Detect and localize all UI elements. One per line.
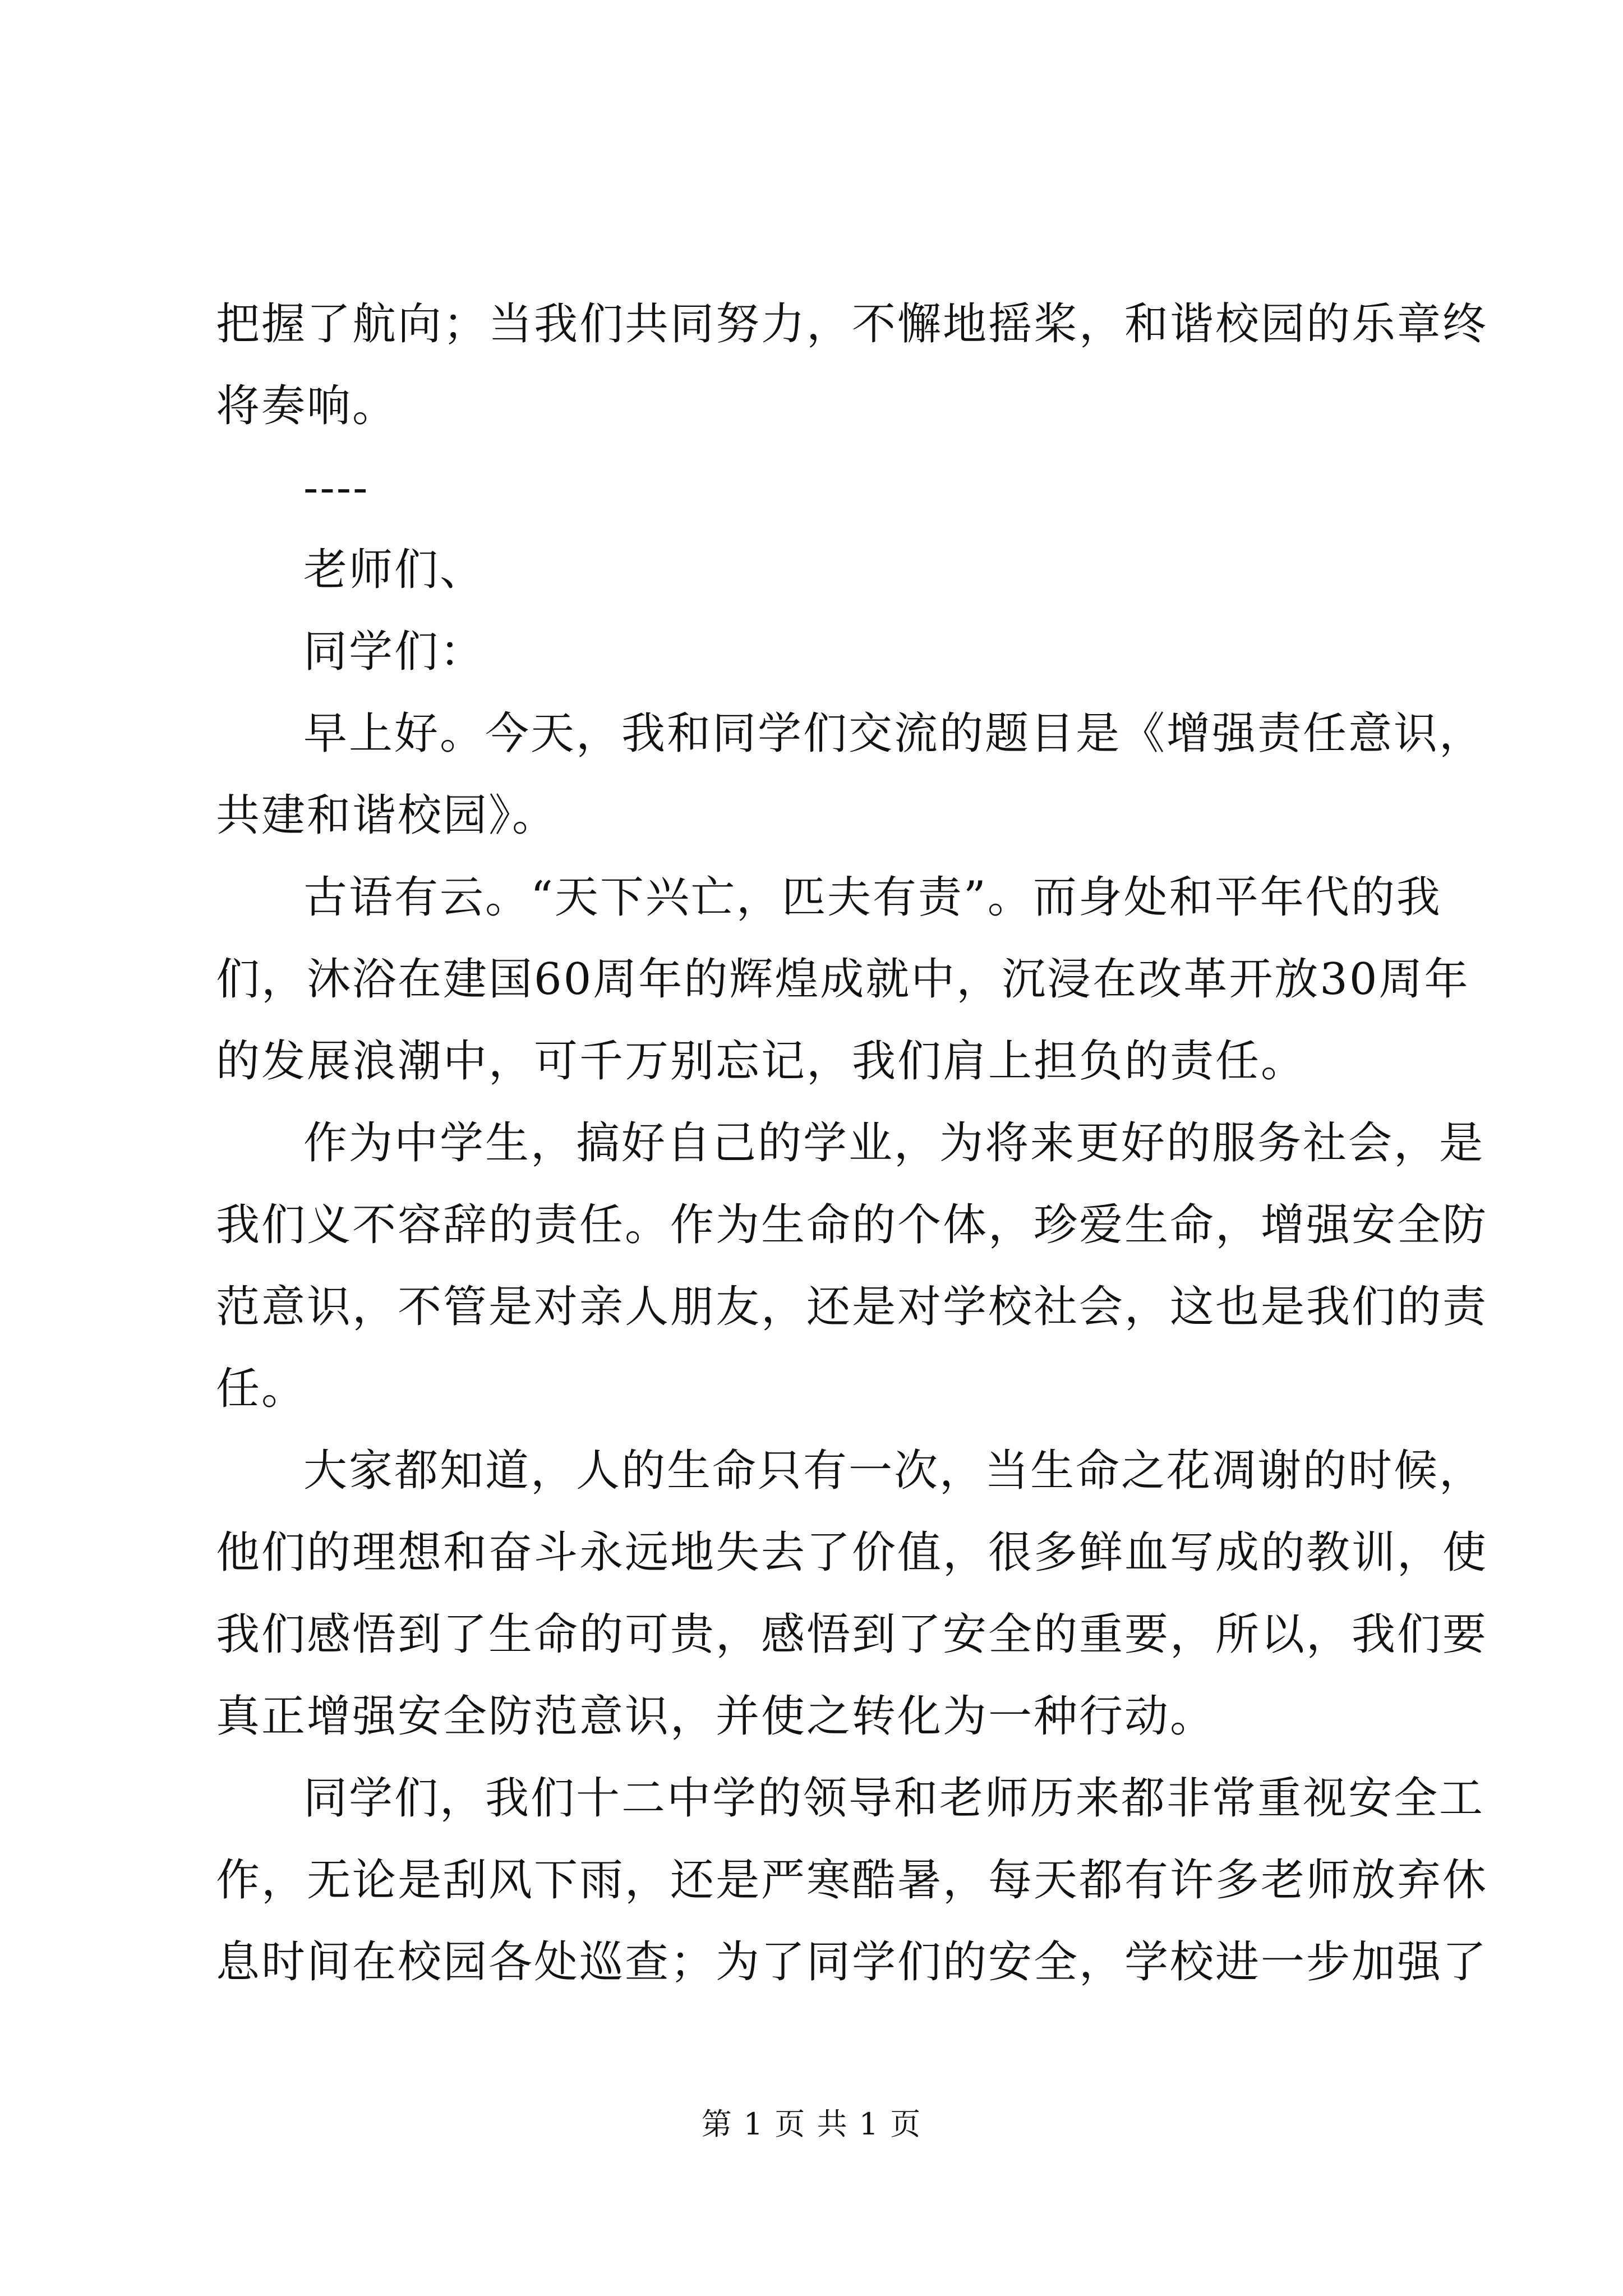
text-line: 大家都知道，人的生命只有一次，当生命之花凋谢的时候， xyxy=(303,1446,1485,1496)
text-line: 作，无论是刮风下雨，还是严寒酷暑，每天都有许多老师放弃休 xyxy=(216,1855,1488,1906)
text-line: 古语有云。“天下兴亡，匹夫有责”。而身处和平年代的我 xyxy=(303,872,1442,923)
text-line: 任。 xyxy=(216,1364,307,1414)
text-line: 我们感悟到了生命的可贵，感悟到了安全的重要，所以，我们要 xyxy=(216,1609,1488,1660)
document-body xyxy=(216,283,1488,2003)
text-line: 我们义不容辞的责任。作为生命的个体，珍爱生命，增强安全防 xyxy=(216,1200,1488,1250)
page-footer: 第 1 页 共 1 页 xyxy=(701,2106,922,2142)
text-line: 真正增强安全防范意识，并使之转化为一种行动。 xyxy=(216,1691,1216,1742)
text-line: 的发展浪潮中，可千万别忘记，我们肩上担负的责任。 xyxy=(216,1036,1307,1087)
text-line: 同学们，我们十二中学的领导和老师历来都非常重视安全工 xyxy=(303,1773,1485,1824)
text-line: 范意识，不管是对亲人朋友，还是对学校社会，这也是我们的责 xyxy=(216,1282,1488,1332)
text-line: 他们的理想和奋斗永远地失去了价值，很多鲜血写成的教训，使 xyxy=(216,1527,1488,1578)
text-line: 息时间在校园各处巡查；为了同学们的安全，学校进一步加强了 xyxy=(216,1937,1488,1987)
text-line: 早上好。今天，我和同学们交流的题目是《增强责任意识， xyxy=(303,708,1485,759)
text-line: ---- xyxy=(303,463,370,513)
text-line: 们，沐浴在建国60周年的辉煌成就中，沉浸在改革开放30周年 xyxy=(216,954,1470,1005)
text-line: 作为中学生，搞好自己的学业，为将来更好的服务社会，是 xyxy=(303,1118,1485,1168)
text-line: 共建和谐校园》。 xyxy=(216,790,558,841)
text-line: 把握了航向；当我们共同努力，不懈地摇桨，和谐校园的乐章终 xyxy=(216,299,1488,349)
text-line: 老师们、 xyxy=(303,545,486,595)
text-line: 同学们： xyxy=(303,627,486,677)
text-line: 将奏响。 xyxy=(216,381,398,431)
